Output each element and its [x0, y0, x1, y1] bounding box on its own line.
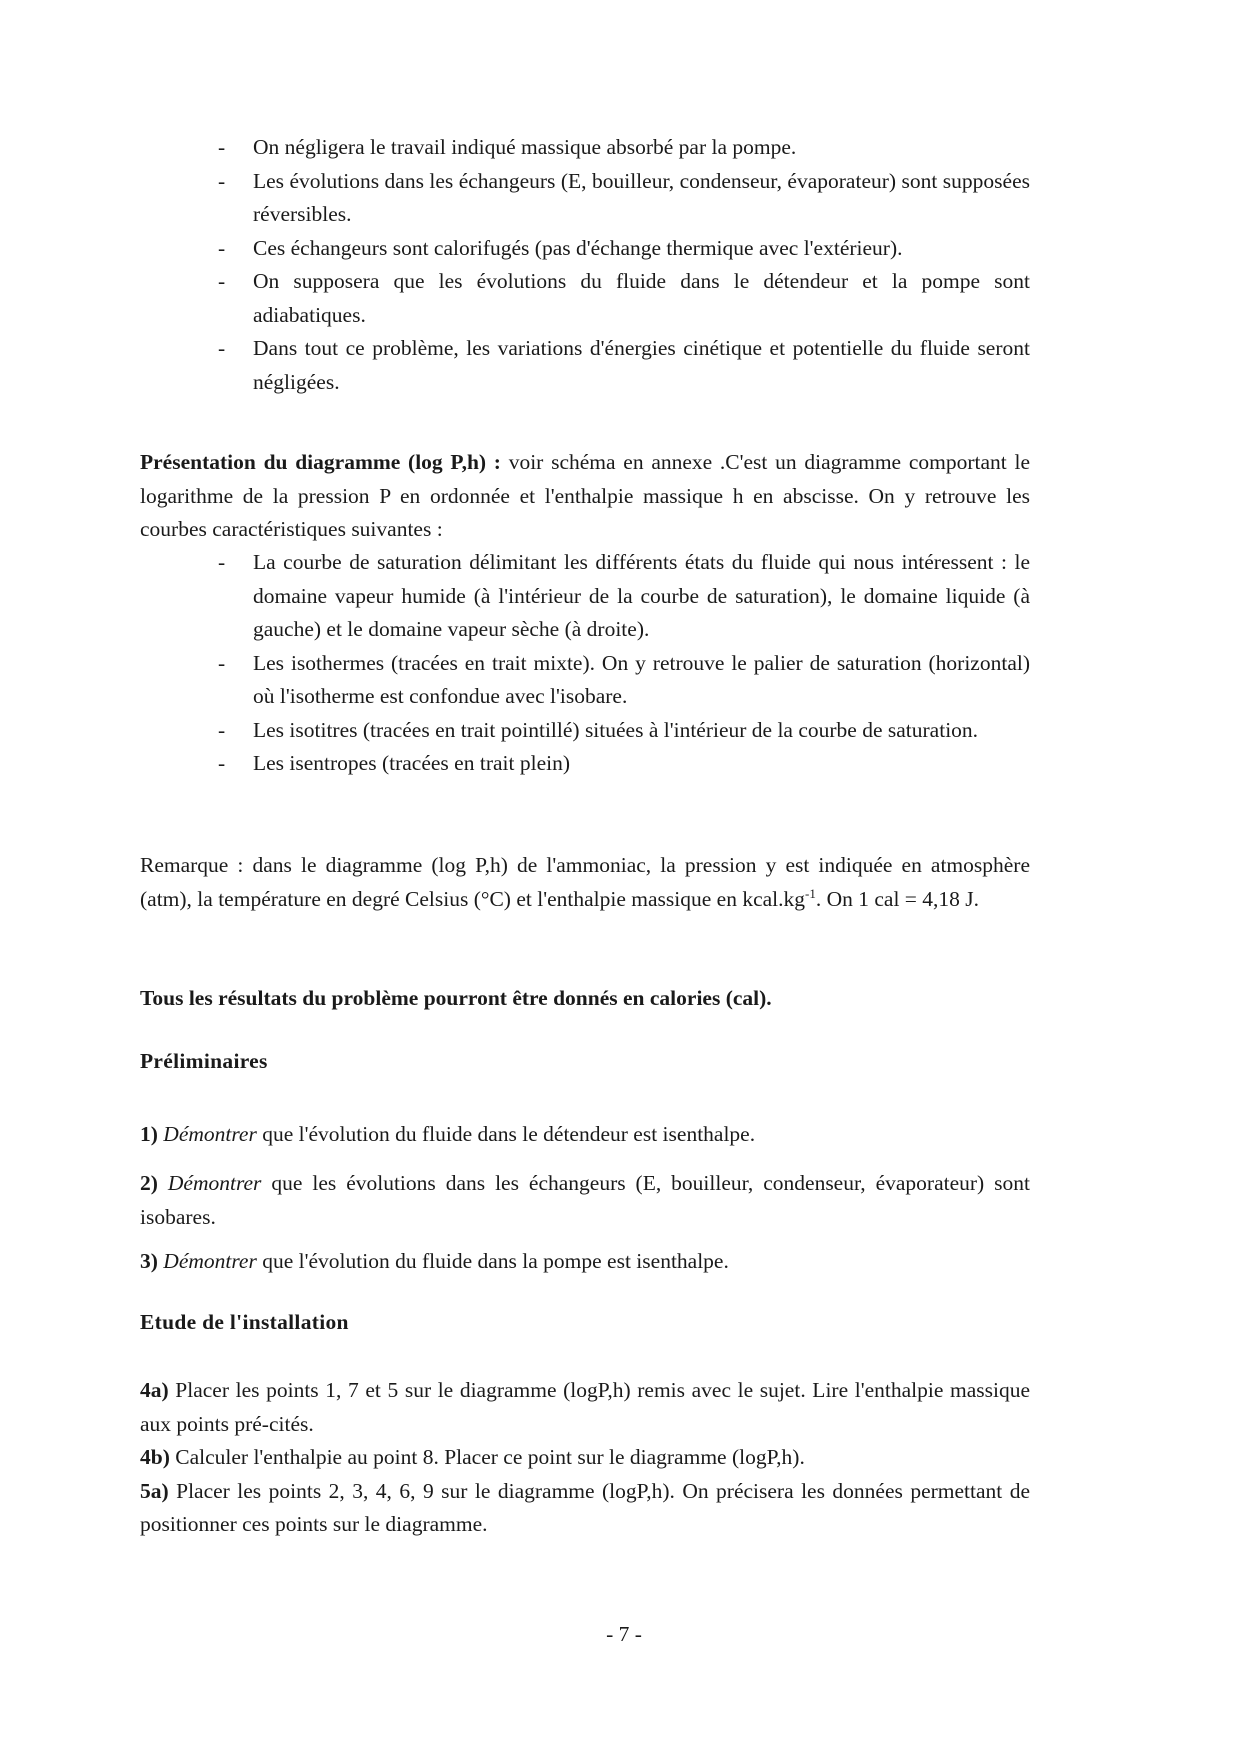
question-number: 1)	[140, 1122, 158, 1146]
hypotheses-list	[140, 131, 1030, 399]
remark-exponent: -1	[805, 885, 816, 901]
question-block	[140, 1167, 1030, 1234]
question-verb: Démontrer	[167, 1171, 262, 1195]
question-block	[140, 1245, 1030, 1279]
page-number: - 7 -	[606, 1622, 642, 1646]
question-4a	[140, 1374, 1030, 1441]
presentation-paragraph	[140, 446, 1030, 547]
question-text: Placer les points 1, 7 et 5 sur le diagramme (logP,h) remis avec le sujet. Lire l'enthalpie massique aux points pré-cités.	[140, 1378, 1030, 1436]
question-5a	[140, 1475, 1030, 1542]
hypothesis-item	[140, 131, 1030, 165]
hypothesis-text: On supposera que les évolutions du fluide dans le détendeur et la pompe sont adiabatiques.	[253, 269, 1030, 327]
remark-paragraph	[140, 849, 1030, 916]
hypotheses-list-block	[140, 131, 1030, 399]
question-4b	[140, 1441, 1030, 1475]
hypothesis-item	[140, 165, 1030, 232]
hypothesis-text: On négligera le travail indiqué massique absorbé par la pompe.	[253, 135, 797, 159]
question-text: que l'évolution du fluide dans le détendeur est isenthalpe.	[256, 1122, 756, 1146]
curves-list	[140, 546, 1030, 781]
curve-item	[140, 546, 1030, 647]
presentation-label: Présentation du diagramme (log P,h) :	[140, 450, 501, 474]
question-text: Calculer l'enthalpie au point 8. Placer ce point sur le diagramme (logP,h).	[169, 1445, 805, 1469]
hypothesis-text: Les évolutions dans les échangeurs (E, bouilleur, condenseur, évaporateur) sont supposées réversibles.	[253, 168, 1030, 226]
question-verb: Démontrer	[163, 1122, 257, 1146]
curve-item	[140, 647, 1030, 714]
hypothesis-item	[140, 265, 1030, 332]
hypothesis-text: Dans tout ce problème, les variations d'énergies cinétique et potentielle du fluide seront négligées.	[253, 336, 1030, 394]
curve-text: La courbe de saturation délimitant les différents états du fluide qui nous intéressent : le domaine vapeur humide (à l'intérieur de la courbe de saturation), le domaine liquide (à gauche) et le domaine vapeur sèche (à droite).	[253, 550, 1030, 641]
section-title-etude: Etude de l'installation	[140, 1310, 349, 1334]
hypothesis-text: Ces échangeurs sont calorifugés (pas d'échange thermique avec l'extérieur).	[253, 235, 903, 260]
curve-item	[140, 714, 1030, 748]
question-3	[140, 1245, 1030, 1279]
question-text: que les évolutions dans les échangeurs (E, bouilleur, condenseur, évaporateur) sont isobares.	[140, 1171, 1031, 1229]
hypothesis-item	[140, 232, 1030, 266]
curve-text: Les isothermes (tracées en trait mixte). On y retrouve le palier de saturation (horizontal) où l'isotherme est confondue avec l'isobare.	[253, 650, 1030, 708]
question-block	[140, 1118, 1030, 1152]
dash-bullet: -	[218, 168, 226, 193]
hypothesis-item	[140, 332, 1030, 399]
section-title-preliminaires: Préliminaires	[140, 1049, 268, 1073]
curve-text: Les isentropes (tracées en trait plein)	[253, 751, 570, 775]
question-number: 2)	[140, 1171, 158, 1195]
dash-bullet: -	[218, 717, 226, 742]
presentation-text: voir schéma en annexe .C'est un diagramme comportant le logarithme de la pression P en ordonnée et l'enthalpie massique h en abscisse. On y retrouve les courbes caractéristiques suivantes :	[140, 450, 1030, 541]
question-number: 4b)	[140, 1445, 170, 1469]
question-2	[140, 1167, 1030, 1234]
question-number: 5a)	[140, 1478, 169, 1503]
presentation-block	[140, 446, 1030, 547]
dash-bullet: -	[218, 235, 226, 260]
dash-bullet: -	[218, 135, 226, 159]
question-number: 4a)	[140, 1378, 169, 1402]
calories-note: Tous les résultats du problème pourront être donnés en calories (cal).	[140, 986, 772, 1010]
question-number: 3)	[140, 1249, 158, 1273]
remark-text-end: . On 1 cal = 4,18 J.	[815, 886, 980, 911]
preliminaires-heading-block	[140, 1045, 1030, 1079]
calories-note-block	[140, 982, 1030, 1016]
question-1	[140, 1118, 1030, 1152]
etude-questions-block	[140, 1374, 1030, 1542]
curve-text: Les isotitres (tracées en trait pointillé) situées à l'intérieur de la courbe de saturation.	[253, 717, 979, 742]
dash-bullet: -	[218, 336, 226, 360]
remark-block	[140, 849, 1030, 916]
remark-text: Remarque : dans le diagramme (log P,h) de l'ammoniac, la pression y est indiquée en atmosphère (atm), la température en degré Celsius (°C) et l'enthalpie massique en kcal.kg	[140, 853, 1030, 911]
etude-heading-block	[140, 1306, 1030, 1340]
dash-bullet: -	[218, 650, 226, 675]
curves-list-block	[140, 546, 1030, 781]
curve-item	[140, 747, 1030, 781]
dash-bullet: -	[218, 751, 226, 775]
dash-bullet: -	[218, 269, 226, 293]
dash-bullet: -	[218, 550, 226, 574]
question-verb: Démontrer	[163, 1249, 257, 1273]
question-text: Placer les points 2, 3, 4, 6, 9 sur le diagramme (logP,h). On précisera les données permettant de positionner ces points sur le diagramme.	[140, 1478, 1030, 1536]
question-text: que l'évolution du fluide dans la pompe est isenthalpe.	[256, 1249, 729, 1273]
